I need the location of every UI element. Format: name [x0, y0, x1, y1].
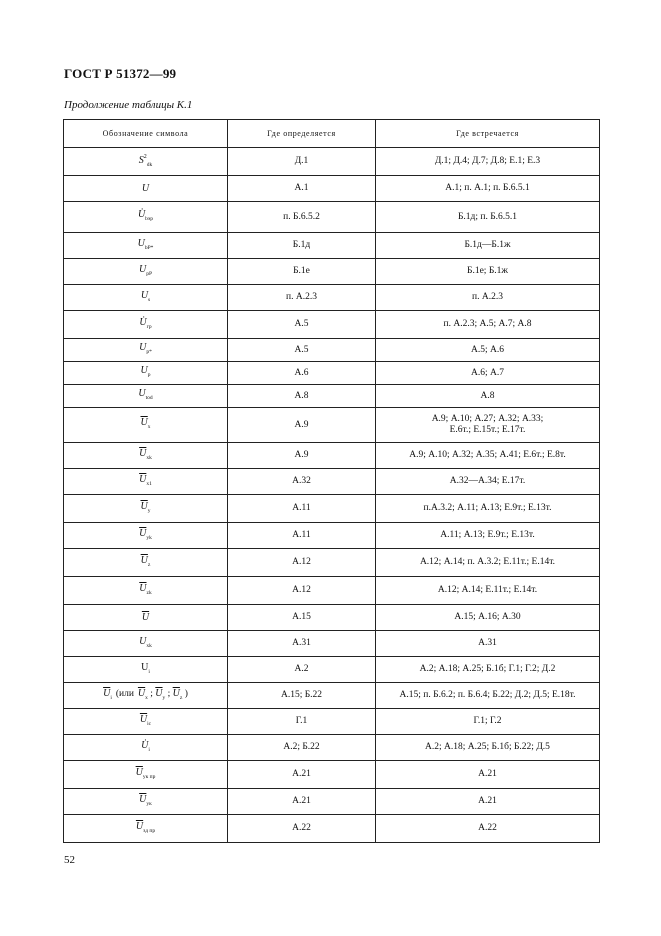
- table-row: [64, 176, 600, 202]
- cell-symbol: [64, 605, 228, 631]
- cell-used: Г.1; Г.2: [376, 709, 600, 735]
- cell-used: Б.1д—Б.1ж: [376, 233, 600, 259]
- cell-used: А.6; А.7: [376, 362, 600, 385]
- cell-symbol: [64, 385, 228, 408]
- table-row: [64, 789, 600, 815]
- symbol-subscript: dk: [146, 162, 153, 168]
- symbol-base: $\overline{U}$: [141, 611, 150, 623]
- symbol-subscript: ук пр: [142, 773, 156, 780]
- symbol-base: U: [140, 289, 149, 301]
- symbols-table: [63, 119, 600, 843]
- table-row: [64, 657, 600, 683]
- cell-defined: Б.1д: [228, 233, 376, 259]
- symbol-base: $\overline{U}$: [155, 687, 163, 699]
- symbol-subscript: ук: [146, 800, 152, 807]
- cell-symbol: [64, 176, 228, 202]
- cell-symbol: [64, 735, 228, 761]
- symbol-notation: [103, 688, 112, 699]
- symbol-notation: [141, 662, 150, 673]
- symbol-base: U: [141, 182, 150, 194]
- symbol-subscript: i: [110, 694, 112, 701]
- cell-symbol: [64, 495, 228, 523]
- cell-defined: А.12: [228, 577, 376, 605]
- symbol-base: U: [139, 316, 147, 328]
- cell-symbol: [64, 683, 228, 709]
- cell-used: А.31: [376, 631, 600, 657]
- symbol-notation: [139, 474, 152, 485]
- cell-defined: А.11: [228, 523, 376, 549]
- column-header-defined: Где определяется: [228, 120, 376, 148]
- symbol-separator: ;: [147, 688, 156, 699]
- cell-used: А.15; А.16; А.30: [376, 605, 600, 631]
- table-row: [64, 408, 600, 443]
- cell-symbol: [64, 443, 228, 469]
- symbol-base: $\overline{U}$: [139, 793, 147, 805]
- symbol-notation: [139, 528, 152, 539]
- table-row: [64, 495, 600, 523]
- symbol-notation: [139, 448, 152, 459]
- cell-defined: А.22: [228, 815, 376, 843]
- cell-symbol: [64, 709, 228, 735]
- column-header-symbol: Обозначение символа: [64, 120, 228, 148]
- symbol-subscript: гр: [146, 323, 152, 330]
- symbol-notation: [155, 688, 165, 699]
- symbol-base: U: [140, 365, 148, 376]
- symbol-notation: [140, 714, 151, 725]
- cell-symbol: [64, 631, 228, 657]
- cell-defined: Д.1: [228, 148, 376, 176]
- table-row: [64, 605, 600, 631]
- symbol-subscript: z: [179, 694, 183, 701]
- cell-used: А.5; А.6: [376, 339, 600, 362]
- symbol-notation: [138, 688, 148, 699]
- symbol-base: U: [139, 342, 147, 353]
- table-row: [64, 259, 600, 285]
- cell-symbol: [64, 549, 228, 577]
- cell-used: А.2; А.18; А.25; Б.1б; Г.1; Г.2; Д.2: [376, 657, 600, 683]
- symbol-base: $\overline{U}$: [140, 417, 148, 428]
- table-head: [64, 120, 600, 148]
- cell-used: А.8: [376, 385, 600, 408]
- cell-used: п.А.3.2; А.11; А.13; Е.9т.; Е.13т.: [376, 495, 600, 523]
- cell-defined: А.8: [228, 385, 376, 408]
- cell-symbol: [64, 362, 228, 385]
- symbol-subscript: pP: [146, 270, 153, 277]
- symbol-base: $\overline{U}$: [140, 500, 148, 512]
- cell-defined: п. Б.6.5.2: [228, 202, 376, 233]
- cell-defined: А.32: [228, 469, 376, 495]
- table-row: [64, 385, 600, 408]
- symbol-subscript: zk: [146, 589, 152, 596]
- symbol-notation: [139, 794, 152, 805]
- table-row: [64, 631, 600, 657]
- symbol-base: U: [141, 661, 149, 673]
- cell-symbol: [64, 339, 228, 362]
- symbol-subscript: bP*: [144, 244, 154, 251]
- cell-defined: п. А.2.3: [228, 285, 376, 311]
- symbol-notation: [141, 555, 151, 566]
- symbol-base: $\overline{U}$: [137, 687, 146, 699]
- cell-symbol: [64, 408, 228, 443]
- symbol-notation: [141, 417, 151, 428]
- symbol-notation: [142, 183, 149, 194]
- symbol-base: $\overline{U}$: [172, 687, 180, 699]
- column-header-used: Где встречается: [376, 120, 600, 148]
- table-row: [64, 469, 600, 495]
- symbol-notation: [136, 821, 155, 832]
- cell-used: А.15; п. Б.6.2; п. Б.6.4; Б.22; Д.2; Д.5; Е.18т.: [376, 683, 600, 709]
- cell-defined: А.15: [228, 605, 376, 631]
- symbol-notation: [141, 365, 151, 376]
- table-header-row: [64, 120, 600, 148]
- symbol-subscript: yk: [146, 534, 152, 541]
- cell-defined: А.21: [228, 789, 376, 815]
- cell-defined: А.9: [228, 408, 376, 443]
- table-row: [64, 443, 600, 469]
- cell-symbol: [64, 469, 228, 495]
- cell-symbol: [64, 523, 228, 549]
- cell-used: А.21: [376, 761, 600, 789]
- cell-symbol: [64, 761, 228, 789]
- cell-defined: Г.1: [228, 709, 376, 735]
- cell-defined: А.6: [228, 362, 376, 385]
- cell-used: А.11; А.13; Е.9т.; Е.13т.: [376, 523, 600, 549]
- cell-used: А.22: [376, 815, 600, 843]
- symbol-notation: [138, 209, 153, 220]
- symbol-base: U: [141, 739, 149, 751]
- symbol-subscript: s: [148, 296, 151, 303]
- symbol-base: $\overline{U}$: [103, 687, 111, 699]
- symbol-base: $\overline{U}$: [139, 713, 148, 725]
- symbol-base: U: [138, 388, 146, 399]
- cell-defined: А.21: [228, 761, 376, 789]
- cell-symbol: [64, 202, 228, 233]
- symbol-connector: (или: [115, 688, 134, 699]
- symbol-subscript: y: [162, 694, 166, 701]
- table-row: [64, 148, 600, 176]
- symbol-notation: [141, 740, 150, 751]
- symbol-notation: [141, 501, 151, 512]
- symbol-base: U: [137, 209, 146, 220]
- table-row: [64, 761, 600, 789]
- table-body: [64, 148, 600, 843]
- table-row: [64, 523, 600, 549]
- symbol-notation: [139, 317, 151, 328]
- symbol-notation: [141, 290, 150, 301]
- symbol-base: $\overline{U}$: [140, 554, 148, 566]
- table-row: [64, 233, 600, 259]
- symbol-base: U: [137, 237, 145, 249]
- cell-defined: Б.1е: [228, 259, 376, 285]
- cell-defined: А.5: [228, 339, 376, 362]
- cell-used: А.32—А.34; Е.17т.: [376, 469, 600, 495]
- symbol-notation: [138, 238, 154, 249]
- table-row: [64, 549, 600, 577]
- cell-used: А.21: [376, 789, 600, 815]
- table-row: [64, 362, 600, 385]
- cell-symbol: [64, 657, 228, 683]
- symbol-separator: ;: [165, 688, 173, 699]
- page-number: 52: [64, 854, 75, 866]
- table-row: [64, 577, 600, 605]
- symbol-subscript: x: [145, 694, 148, 701]
- cell-used: п. А.2.3; А.5; А.7; А.8: [376, 311, 600, 339]
- symbol-superscript: 2: [143, 154, 147, 160]
- table-row: [64, 709, 600, 735]
- symbol-base: U: [138, 263, 147, 275]
- cell-symbol: [64, 789, 228, 815]
- table-row: [64, 339, 600, 362]
- table-row: [64, 202, 600, 233]
- cell-used: п. А.2.3: [376, 285, 600, 311]
- symbol-subscript: xk: [146, 454, 152, 461]
- symbol-notation: [139, 264, 152, 275]
- cell-defined: А.12: [228, 549, 376, 577]
- symbol-base: $\overline{U}$: [139, 447, 147, 459]
- cell-defined: А.5: [228, 311, 376, 339]
- symbol-base: $\overline{U}$: [135, 766, 143, 778]
- cell-used: Б.1д; п. Б.6.5.1: [376, 202, 600, 233]
- cell-symbol: [64, 577, 228, 605]
- symbol-subscript: x: [147, 424, 151, 430]
- symbol-subscript: x1: [146, 480, 152, 487]
- table-row: [64, 285, 600, 311]
- symbol-subscript: i: [148, 746, 150, 753]
- symbol-notation: [139, 155, 153, 166]
- symbol-notation: [139, 342, 152, 353]
- cell-used: А.1; п. А.1; п. Б.6.5.1: [376, 176, 600, 202]
- cell-defined: А.31: [228, 631, 376, 657]
- symbol-subscript: ic: [147, 720, 152, 727]
- symbol-base: $\overline{U}$: [139, 527, 147, 539]
- symbol-base: U: [139, 635, 147, 647]
- cell-defined: А.15; Б.22: [228, 683, 376, 709]
- symbol-subscript: bэр: [145, 216, 154, 222]
- symbol-subscript: зд пр: [143, 827, 156, 834]
- symbol-subscript: z: [147, 561, 151, 568]
- cell-used: Д.1; Д.4; Д.7; Д.8; Е.1; Е.3: [376, 148, 600, 176]
- cell-used: А.9; А.10; А.32; А.35; А.41; Е.6т.; Е.8т.: [376, 443, 600, 469]
- table-caption: Продолжение таблицы К.1: [64, 99, 193, 111]
- table-row: [64, 815, 600, 843]
- table-row: [64, 735, 600, 761]
- symbol-notation: [138, 388, 152, 399]
- cell-defined: А.9: [228, 443, 376, 469]
- symbol-notation: [139, 636, 152, 647]
- cell-used: А.2; А.18; А.25; Б.1б; Б.22; Д.5: [376, 735, 600, 761]
- cell-defined: А.2: [228, 657, 376, 683]
- symbol-base: $\overline{U}$: [135, 820, 144, 832]
- cell-defined: А.2; Б.22: [228, 735, 376, 761]
- symbol-subscript: р*: [146, 349, 152, 355]
- symbol-subscript: i: [148, 668, 150, 675]
- cell-used: А.12; А.14; Е.11т.; Е.14т.: [376, 577, 600, 605]
- cell-symbol: [64, 815, 228, 843]
- symbol-base: $\overline{U}$: [139, 473, 147, 485]
- cell-symbol: [64, 285, 228, 311]
- symbol-separator: ): [182, 688, 188, 699]
- table-row: [64, 311, 600, 339]
- table-row: [64, 683, 600, 709]
- symbol-subscript: р: [147, 372, 151, 378]
- cell-symbol: [64, 259, 228, 285]
- cell-used: Б.1е; Б.1ж: [376, 259, 600, 285]
- cell-defined: А.1: [228, 176, 376, 202]
- symbol-base: S: [138, 155, 144, 166]
- cell-used: А.12; А.14; п. А.3.2; Е.11т.; Е.14т.: [376, 549, 600, 577]
- cell-symbol: [64, 311, 228, 339]
- symbol-subscript: y: [147, 507, 151, 514]
- symbol-notation: [173, 688, 183, 699]
- cell-used: А.9; А.10; А.27; А.32; А.33; Е.6т.; Е.15т.; Е.17т.: [376, 408, 600, 443]
- cell-symbol: [64, 233, 228, 259]
- symbol-notation: [142, 612, 149, 623]
- symbol-subscript: tod: [145, 395, 153, 401]
- symbol-notation: [139, 583, 151, 594]
- symbol-notation: [136, 767, 156, 778]
- cell-symbol: [64, 148, 228, 176]
- symbol-base: $\overline{U}$: [139, 582, 147, 594]
- symbol-subscript: xk: [146, 642, 152, 649]
- document-header: ГОСТ Р 51372—99: [64, 66, 177, 81]
- cell-defined: А.11: [228, 495, 376, 523]
